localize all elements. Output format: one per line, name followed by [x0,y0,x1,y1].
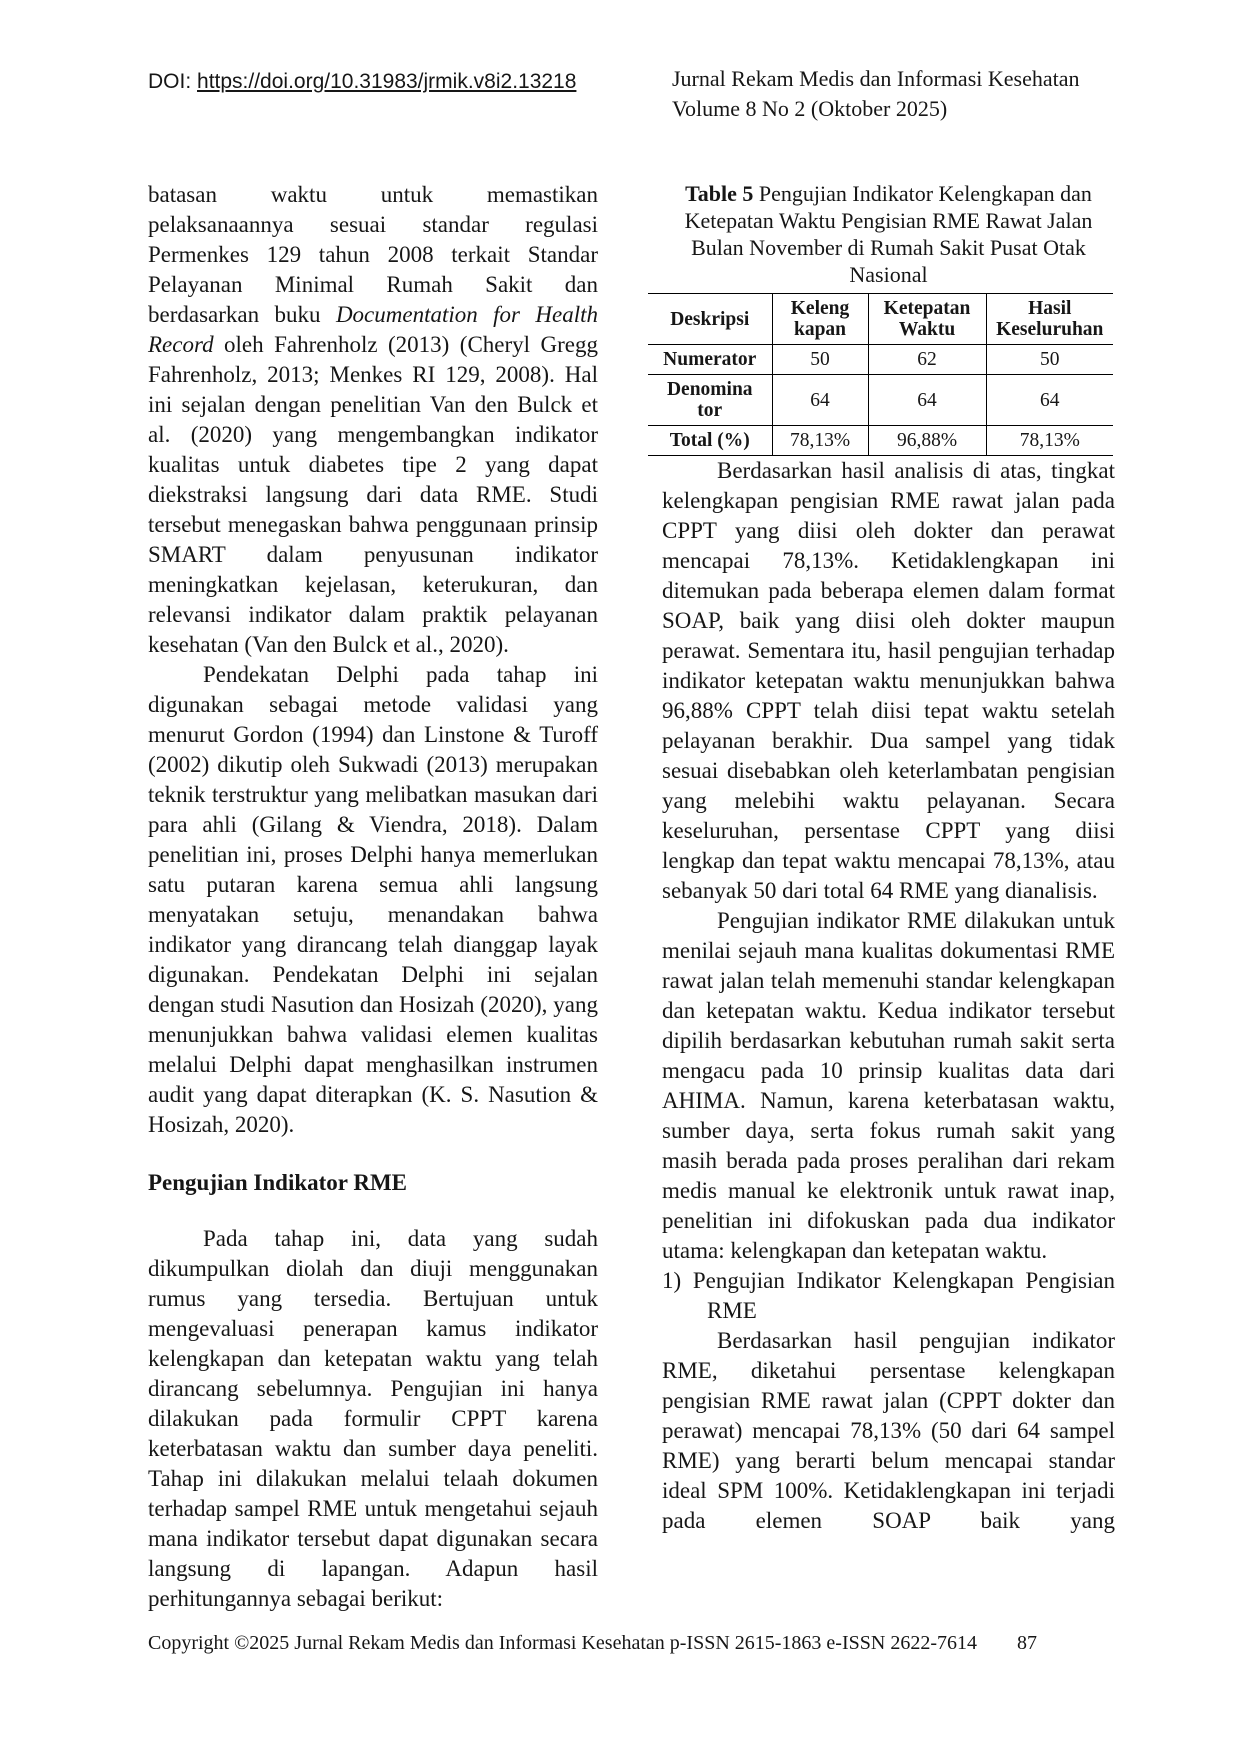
left-column [148,180,598,1614]
doi-link[interactable]: https://doi.org/10.31983/jrmik.v8i2.13218 [197,70,577,93]
table-row [648,345,1113,375]
table-cell: 78,13% [772,426,868,456]
page-number: 87 [1017,1632,1037,1654]
paragraph: Berdasarkan hasil pengujian indikator RME, diketahui persentase kelengkapan pengisian RME rawat jalan (CPPT dokter dan perawat) mencapai 78,13% (50 dari 64 sampel RME) yang berarti belum mencapai standar ideal SPM 100%. Ketidaklengkapan ini terjadi pada elemen SOAP baik yang [662,1328,1115,1533]
table-header-cell: Deskripsi [648,294,772,345]
table-cell: 62 [868,345,986,375]
table-caption-label: Table 5 [685,181,754,206]
table-cell: 96,88% [868,426,986,456]
paragraph-text: batasan waktu untuk memastikan pelaksanaannya sesuai standar regulasi Permenkes 129 tahun 2008 terkait Standar Pelayanan Minimal Rumah Sakit dan berdasarkan buku [148,182,598,327]
table-cell: 64 [772,375,868,426]
page-content [148,180,1115,1614]
section-heading: Pengujian Indikator RME [148,1170,408,1195]
journal-info [672,64,1080,124]
table-cell: 78,13% [986,426,1113,456]
table-row-label: Total (%) [648,426,772,456]
table-caption-text: Pengujian Indikator Kelengkapan dan Ketepatan Waktu Pengisian RME Rawat Jalan Bulan November di Rumah Sakit Pusat Otak Nasional [684,181,1093,287]
table-caption [662,180,1115,288]
page-header [148,64,1115,126]
journal-title: Jurnal Rekam Medis dan Informasi Kesehatan [672,66,1080,91]
journal-issue: Volume 8 No 2 (Oktober 2025) [672,96,948,121]
page-footer [148,1630,1115,1656]
table-cell: 64 [986,375,1113,426]
table-row [648,375,1113,426]
right-column [662,180,1115,1614]
paragraph [148,180,598,660]
table-cell: 50 [986,345,1113,375]
table-header-row [648,294,1113,345]
book-title-italic: Documentation for Health Record [148,302,599,357]
doi-label: DOI: [148,70,192,93]
paragraph: Berdasarkan hasil analisis di atas, tingkat kelengkapan pengisian RME rawat jalan pada CPPT yang diisi oleh dokter dan perawat mencapai 78,13%. Ketidaklengkapan ini ditemukan pada beberapa elemen dalam format SOAP, baik yang diisi oleh dokter maupun perawat. Sementara itu, hasil pengujian terhadap indikator ketepatan waktu menunjukkan bahwa 96,88% CPPT telah diisi tepat waktu setelah pelayanan berakhir. Dua sampel yang tidak sesuai disebabkan oleh keterlambatan pengisian yang melebihi waktu pelayanan. Secara keseluruhan, persentase CPPT yang diisi lengkap dan tepat waktu mencapai 78,13%, atau sebanyak 50 dari total 64 RME yang dianalisis. [662,458,1115,903]
paragraph: Pengujian indikator RME dilakukan untuk menilai sejauh mana kualitas dokumentasi RME rawat jalan telah memenuhi standar kelengkapan dan ketepatan waktu. Kedua indikator tersebut dipilih berdasarkan kebutuhan rumah sakit serta mengacu pada 10 prinsip kualitas data dari AHIMA. Namun, karena keterbatasan waktu, sumber daya, serta fokus rumah sakit yang masih berada pada proses peralihan dari rekam medis manual ke elektronik untuk rawat inap, penelitian ini difokuskan pada dua indikator utama: kelengkapan dan ketepatan waktu. [662,908,1115,1263]
table-header-cell: Keleng kapan [772,294,868,345]
results-table [648,293,1113,456]
paragraph-text: oleh Fahrenholz (2013) (Cheryl Gregg Fahrenholz, 2013; Menkes RI 129, 2008). Hal ini sejalan dengan penelitian Van den Bulck et al. (2020) yang mengembangkan indikator kualitas untuk diabetes tipe 2 yang dapat diekstraksi langsung dari data RME. Studi tersebut menegaskan bahwa penggunaan prinsip SMART dalam penyusunan indikator meningkatkan kejelasan, keterukuran, dan relevansi indikator dalam praktik pelayanan kesehatan (Van den Bulck et al., 2020). [148,332,598,657]
doi-line [148,70,576,94]
paragraph: Pada tahap ini, data yang sudah dikumpulkan diolah dan diuji menggunakan rumus yang tersedia. Bertujuan untuk mengevaluasi penerapan kamus indikator kelengkapan dan ketepatan waktu yang telah dirancang sebelumnya. Pengujian ini hanya dilakukan pada formulir CPPT karena keterbatasan waktu dan sumber daya peneliti. Tahap ini dilakukan melalui telaah dokumen terhadap sampel RME untuk mengetahui sejauh mana indikator tersebut dapat digunakan secara langsung di lapangan. Adapun hasil perhitungannya sebagai berikut: [148,1226,598,1611]
table-row-label: Numerator [648,345,772,375]
table-row-label: Denomina tor [648,375,772,426]
table-row [648,426,1113,456]
numbered-item-marker: 1) [662,1268,682,1293]
numbered-item [662,1266,1115,1326]
copyright-text: Copyright ©2025 Jurnal Rekam Medis dan Informasi Kesehatan p-ISSN 2615-1863 e-ISSN 2622-7614 [148,1632,977,1654]
paragraph: Pendekatan Delphi pada tahap ini digunakan sebagai metode validasi yang menurut Gordon (1994) dan Linstone & Turoff (2002) dikutip oleh Sukwadi (2013) merupakan teknik terstruktur yang melibatkan masukan dari para ahli (Gilang & Viendra, 2018). Dalam penelitian ini, proses Delphi hanya memerlukan satu putaran karena semua ahli langsung menyatakan setuju, menandakan bahwa indikator yang dirancang telah dianggap layak digunakan. Pendekatan Delphi ini sejalan dengan studi Nasution dan Hosizah (2020), yang menunjukkan bahwa validasi elemen kualitas melalui Delphi dapat menghasilkan instrumen audit yang dapat diterapkan (K. S. Nasution & Hosizah, 2020). [148,662,598,1137]
table-header-cell: Hasil Keseluruhan [986,294,1113,345]
numbered-item-text: Pengujian Indikator Kelengkapan Pengisian RME [692,1268,1115,1323]
table-header-cell: Ketepatan Waktu [868,294,986,345]
table-cell: 64 [868,375,986,426]
table-cell: 50 [772,345,868,375]
